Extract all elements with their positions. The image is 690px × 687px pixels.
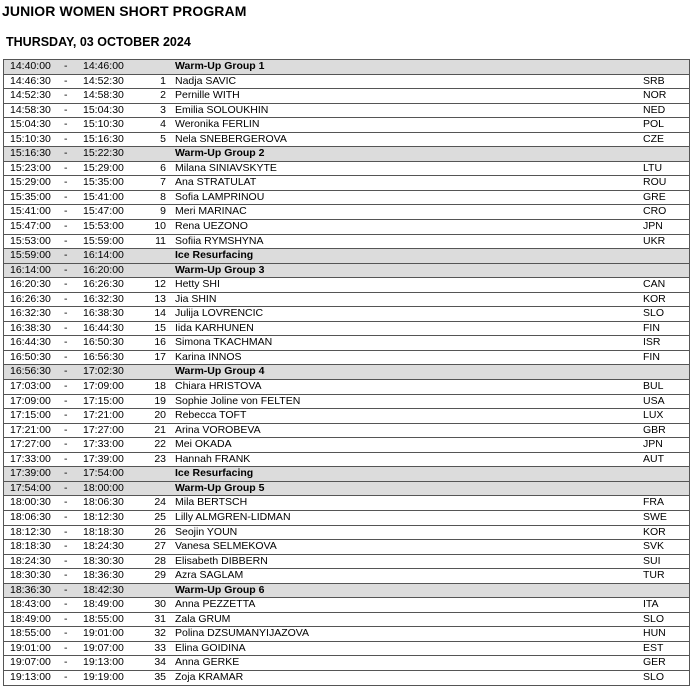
start-number: 26 [154, 525, 166, 538]
nation-code: ITA [643, 598, 659, 611]
start-time: 15:10:30 [10, 132, 51, 145]
schedule-table [3, 59, 690, 686]
schedule-row [4, 350, 689, 365]
nation-code: FRA [643, 496, 664, 509]
time-separator: - [64, 612, 68, 625]
start-time: 18:30:30 [10, 569, 51, 582]
schedule-section-row [4, 466, 689, 481]
time-separator: - [64, 103, 68, 116]
section-label: Warm-Up Group 2 [175, 147, 265, 160]
start-time: 19:13:00 [10, 670, 51, 683]
end-time: 17:21:00 [83, 409, 124, 422]
start-number: 6 [160, 161, 166, 174]
time-separator: - [64, 365, 68, 378]
skater-name: Jia SHIN [175, 292, 217, 305]
nation-code: LUX [643, 409, 664, 422]
schedule-section-row [4, 481, 689, 496]
start-time: 15:29:00 [10, 176, 51, 189]
nation-code: SWE [643, 510, 667, 523]
skater-name: Karina INNOS [175, 350, 242, 363]
section-label: Warm-Up Group 6 [175, 583, 265, 596]
time-separator: - [64, 540, 68, 553]
time-separator: - [64, 278, 68, 291]
schedule-row [4, 641, 689, 656]
start-number: 11 [155, 234, 166, 247]
schedule-section-row [4, 583, 689, 598]
start-number: 18 [154, 380, 166, 393]
nation-code: CZE [643, 132, 664, 145]
start-number: 12 [154, 278, 166, 291]
start-time: 18:49:00 [10, 612, 51, 625]
nation-code: UKR [643, 234, 666, 247]
nation-code: SLO [643, 307, 665, 320]
end-time: 15:47:00 [83, 205, 124, 218]
schedule-section-row [4, 146, 689, 161]
skater-name: Milana SINIAVSKYTE [175, 161, 277, 174]
end-time: 16:32:30 [83, 292, 124, 305]
start-number: 7 [160, 176, 166, 189]
skater-name: Hannah FRANK [175, 452, 251, 465]
start-number: 20 [154, 409, 166, 422]
skater-name: Chiara HRISTOVA [175, 380, 262, 393]
end-time: 15:04:30 [83, 103, 124, 116]
schedule-row [4, 597, 689, 612]
end-time: 16:44:30 [83, 321, 124, 334]
section-label: Warm-Up Group 3 [175, 263, 265, 276]
document-title: JUNIOR WOMEN SHORT PROGRAM [2, 3, 247, 19]
start-number: 23 [154, 452, 166, 465]
end-time: 16:20:00 [83, 263, 124, 276]
skater-name: Iida KARHUNEN [175, 321, 254, 334]
schedule-row [4, 655, 689, 670]
time-separator: - [64, 510, 68, 523]
schedule-section-row [4, 248, 689, 263]
end-time: 14:46:00 [83, 60, 124, 72]
end-time: 18:18:30 [83, 525, 124, 538]
skater-name: Emilia SOLOUKHIN [175, 103, 269, 116]
start-time: 17:39:00 [10, 467, 51, 480]
nation-code: GBR [643, 423, 666, 436]
time-separator: - [64, 292, 68, 305]
skater-name: Zoja KRAMAR [175, 670, 244, 683]
schedule-row [4, 292, 689, 307]
skater-name: Rebecca TOFT [175, 409, 247, 422]
end-time: 14:58:30 [83, 89, 124, 102]
schedule-row [4, 190, 689, 205]
start-number: 32 [154, 627, 166, 640]
time-separator: - [64, 670, 68, 683]
skater-name: Nela SNEBERGEROVA [175, 132, 287, 145]
end-time: 18:00:00 [83, 481, 124, 494]
start-time: 18:55:00 [10, 627, 51, 640]
start-number: 27 [154, 540, 166, 553]
schedule-row [4, 539, 689, 554]
time-separator: - [64, 583, 68, 596]
start-number: 28 [154, 554, 166, 567]
end-time: 18:49:00 [83, 598, 124, 611]
schedule-section-row [4, 263, 689, 278]
schedule-row [4, 234, 689, 249]
time-separator: - [64, 554, 68, 567]
end-time: 15:59:00 [83, 234, 124, 247]
nation-code: SRB [643, 74, 665, 87]
start-time: 16:38:30 [10, 321, 51, 334]
time-separator: - [64, 569, 68, 582]
start-time: 18:36:30 [10, 583, 51, 596]
time-separator: - [64, 350, 68, 363]
schedule-row [4, 437, 689, 452]
time-separator: - [64, 249, 68, 262]
start-time: 19:07:00 [10, 656, 51, 669]
skater-name: Sophie Joline von FELTEN [175, 394, 301, 407]
start-number: 10 [154, 220, 166, 233]
skater-name: Elina GOIDINA [175, 641, 246, 654]
skater-name: Sofiia RYMSHYNA [175, 234, 264, 247]
nation-code: LTU [643, 161, 663, 174]
start-number: 16 [154, 336, 166, 349]
start-time: 17:33:00 [10, 452, 51, 465]
schedule-row [4, 495, 689, 510]
time-separator: - [64, 438, 68, 451]
end-time: 16:50:30 [83, 336, 124, 349]
start-number: 33 [154, 641, 166, 654]
time-separator: - [64, 307, 68, 320]
schedule-row [4, 88, 689, 103]
time-separator: - [64, 60, 68, 72]
start-number: 22 [154, 438, 166, 451]
time-separator: - [64, 423, 68, 436]
nation-code: KOR [643, 525, 666, 538]
skater-name: Hetty SHI [175, 278, 220, 291]
time-separator: - [64, 409, 68, 422]
time-separator: - [64, 205, 68, 218]
time-separator: - [64, 234, 68, 247]
time-separator: - [64, 496, 68, 509]
schedule-row [4, 612, 689, 627]
start-number: 17 [154, 350, 166, 363]
start-time: 16:44:30 [10, 336, 51, 349]
start-time: 14:46:30 [10, 74, 51, 87]
skater-name: Nadja SAVIC [175, 74, 237, 87]
start-time: 16:32:30 [10, 307, 51, 320]
end-time: 14:52:30 [83, 74, 124, 87]
schedule-row [4, 219, 689, 234]
end-time: 15:41:00 [83, 190, 124, 203]
nation-code: JPN [643, 438, 663, 451]
schedule-row [4, 335, 689, 350]
end-time: 16:26:30 [83, 278, 124, 291]
nation-code: BUL [643, 380, 664, 393]
time-separator: - [64, 656, 68, 669]
start-time: 17:09:00 [10, 394, 51, 407]
schedule-row [4, 554, 689, 569]
time-separator: - [64, 525, 68, 538]
schedule-row [4, 379, 689, 394]
time-separator: - [64, 220, 68, 233]
time-separator: - [64, 641, 68, 654]
start-time: 16:26:30 [10, 292, 51, 305]
schedule-row [4, 568, 689, 583]
start-number: 4 [160, 118, 166, 131]
schedule-row [4, 277, 689, 292]
end-time: 19:07:00 [83, 641, 124, 654]
time-separator: - [64, 118, 68, 131]
section-label: Warm-Up Group 5 [175, 481, 265, 494]
time-separator: - [64, 161, 68, 174]
schedule-row [4, 452, 689, 467]
nation-code: FIN [643, 321, 660, 334]
start-time: 16:14:00 [10, 263, 51, 276]
start-time: 16:20:30 [10, 278, 51, 291]
skater-name: Arina VOROBEVA [175, 423, 261, 436]
start-time: 15:35:00 [10, 190, 51, 203]
time-separator: - [64, 263, 68, 276]
section-label: Warm-Up Group 1 [175, 60, 265, 72]
skater-name: Seojin YOUN [175, 525, 238, 538]
time-separator: - [64, 380, 68, 393]
time-separator: - [64, 147, 68, 160]
start-time: 18:43:00 [10, 598, 51, 611]
time-separator: - [64, 176, 68, 189]
end-time: 18:36:30 [83, 569, 124, 582]
schedule-row [4, 103, 689, 118]
schedule-date: THURSDAY, 03 OCTOBER 2024 [6, 35, 191, 49]
skater-name: Lilly ALMGREN-LIDMAN [175, 510, 291, 523]
end-time: 17:54:00 [83, 467, 124, 480]
nation-code: SUI [643, 554, 661, 567]
end-time: 15:53:00 [83, 220, 124, 233]
start-time: 18:24:30 [10, 554, 51, 567]
start-time: 15:53:00 [10, 234, 51, 247]
start-number: 3 [160, 103, 166, 116]
start-number: 30 [154, 598, 166, 611]
end-time: 15:22:30 [83, 147, 124, 160]
section-label: Ice Resurfacing [175, 249, 254, 262]
time-separator: - [64, 74, 68, 87]
schedule-row [4, 175, 689, 190]
start-time: 18:06:30 [10, 510, 51, 523]
nation-code: SVK [643, 540, 665, 553]
end-time: 17:27:00 [83, 423, 124, 436]
nation-code: CRO [643, 205, 667, 218]
skater-name: Pernille WITH [175, 89, 240, 102]
start-time: 17:03:00 [10, 380, 51, 393]
nation-code: ROU [643, 176, 667, 189]
start-time: 14:40:00 [10, 60, 51, 72]
time-separator: - [64, 89, 68, 102]
schedule-section-row [4, 364, 689, 379]
nation-code: NED [643, 103, 666, 116]
skater-name: Julija LOVRENCIC [175, 307, 264, 320]
nation-code: POL [643, 118, 665, 131]
end-time: 15:29:00 [83, 161, 124, 174]
start-time: 15:59:00 [10, 249, 51, 262]
start-time: 17:54:00 [10, 481, 51, 494]
end-time: 15:10:30 [83, 118, 124, 131]
nation-code: KOR [643, 292, 666, 305]
start-number: 19 [154, 394, 166, 407]
start-time: 15:47:00 [10, 220, 51, 233]
start-number: 8 [160, 190, 166, 203]
schedule-row [4, 321, 689, 336]
nation-code: SLO [643, 670, 665, 683]
skater-name: Mei OKADA [175, 438, 232, 451]
start-number: 29 [154, 569, 166, 582]
start-time: 17:21:00 [10, 423, 51, 436]
start-number: 9 [160, 205, 166, 218]
start-number: 21 [154, 423, 166, 436]
start-number: 13 [154, 292, 166, 305]
schedule-row [4, 394, 689, 409]
schedule-row [4, 670, 689, 685]
start-time: 17:15:00 [10, 409, 51, 422]
end-time: 16:38:30 [83, 307, 124, 320]
skater-name: Meri MARINAC [175, 205, 247, 218]
end-time: 18:06:30 [83, 496, 124, 509]
skater-name: Azra SAGLAM [175, 569, 244, 582]
nation-code: FIN [643, 350, 660, 363]
schedule-row [4, 306, 689, 321]
nation-code: SLO [643, 612, 665, 625]
end-time: 19:19:00 [83, 670, 124, 683]
start-time: 15:41:00 [10, 205, 51, 218]
end-time: 16:56:30 [83, 350, 124, 363]
start-time: 14:58:30 [10, 103, 51, 116]
time-separator: - [64, 452, 68, 465]
start-time: 14:52:30 [10, 89, 51, 102]
start-number: 14 [154, 307, 166, 320]
start-time: 18:00:30 [10, 496, 51, 509]
schedule-row [4, 510, 689, 525]
nation-code: ISR [643, 336, 661, 349]
start-number: 1 [160, 74, 166, 87]
skater-name: Sofia LAMPRINOU [175, 190, 265, 203]
nation-code: CAN [643, 278, 666, 291]
end-time: 19:13:00 [83, 656, 124, 669]
schedule-row [4, 117, 689, 132]
time-separator: - [64, 132, 68, 145]
skater-name: Weronika FERLIN [175, 118, 260, 131]
nation-code: GER [643, 656, 666, 669]
end-time: 18:42:30 [83, 583, 124, 596]
section-label: Ice Resurfacing [175, 467, 254, 480]
start-number: 15 [154, 321, 166, 334]
start-time: 16:56:30 [10, 365, 51, 378]
schedule-row [4, 74, 689, 89]
skater-name: Polina DZSUMANYIJAZOVA [175, 627, 310, 640]
start-number: 25 [154, 510, 166, 523]
schedule-row [4, 204, 689, 219]
time-separator: - [64, 598, 68, 611]
skater-name: Anna GERKE [175, 656, 240, 669]
end-time: 17:33:00 [83, 438, 124, 451]
start-time: 18:12:30 [10, 525, 51, 538]
nation-code: TUR [643, 569, 665, 582]
skater-name: Anna PEZZETTA [175, 598, 256, 611]
start-time: 19:01:00 [10, 641, 51, 654]
start-number: 2 [160, 89, 166, 102]
skater-name: Mila BERTSCH [175, 496, 248, 509]
skater-name: Vanesa SELMEKOVA [175, 540, 277, 553]
start-time: 15:16:30 [10, 147, 51, 160]
start-number: 34 [154, 656, 166, 669]
schedule-row [4, 423, 689, 438]
time-separator: - [64, 627, 68, 640]
time-separator: - [64, 394, 68, 407]
nation-code: NOR [643, 89, 667, 102]
skater-name: Simona TKACHMAN [175, 336, 273, 349]
end-time: 15:16:30 [83, 132, 124, 145]
time-separator: - [64, 481, 68, 494]
end-time: 17:39:00 [83, 452, 124, 465]
section-label: Warm-Up Group 4 [175, 365, 265, 378]
start-number: 5 [160, 132, 166, 145]
nation-code: AUT [643, 452, 664, 465]
time-separator: - [64, 321, 68, 334]
time-separator: - [64, 190, 68, 203]
start-time: 18:18:30 [10, 540, 51, 553]
end-time: 17:02:30 [83, 365, 124, 378]
start-time: 15:23:00 [10, 161, 51, 174]
end-time: 18:24:30 [83, 540, 124, 553]
end-time: 19:01:00 [83, 627, 124, 640]
start-time: 17:27:00 [10, 438, 51, 451]
skater-name: Ana STRATULAT [175, 176, 257, 189]
time-separator: - [64, 336, 68, 349]
start-number: 31 [154, 612, 166, 625]
skater-name: Elisabeth DIBBERN [175, 554, 268, 567]
schedule-row [4, 161, 689, 176]
end-time: 15:35:00 [83, 176, 124, 189]
end-time: 18:55:00 [83, 612, 124, 625]
start-time: 15:04:30 [10, 118, 51, 131]
schedule-section-row [4, 59, 689, 74]
schedule-row [4, 525, 689, 540]
skater-name: Zala GRUM [175, 612, 231, 625]
end-time: 17:09:00 [83, 380, 124, 393]
end-time: 18:12:30 [83, 510, 124, 523]
start-time: 16:50:30 [10, 350, 51, 363]
nation-code: HUN [643, 627, 666, 640]
schedule-row [4, 132, 689, 147]
nation-code: EST [643, 641, 664, 654]
time-separator: - [64, 467, 68, 480]
schedule-row [4, 626, 689, 641]
start-number: 24 [154, 496, 166, 509]
end-time: 18:30:30 [83, 554, 124, 567]
start-number: 35 [154, 670, 166, 683]
end-time: 16:14:00 [83, 249, 124, 262]
nation-code: GRE [643, 190, 666, 203]
schedule-row [4, 408, 689, 423]
nation-code: USA [643, 394, 665, 407]
end-time: 17:15:00 [83, 394, 124, 407]
skater-name: Rena UEZONO [175, 220, 248, 233]
nation-code: JPN [643, 220, 663, 233]
